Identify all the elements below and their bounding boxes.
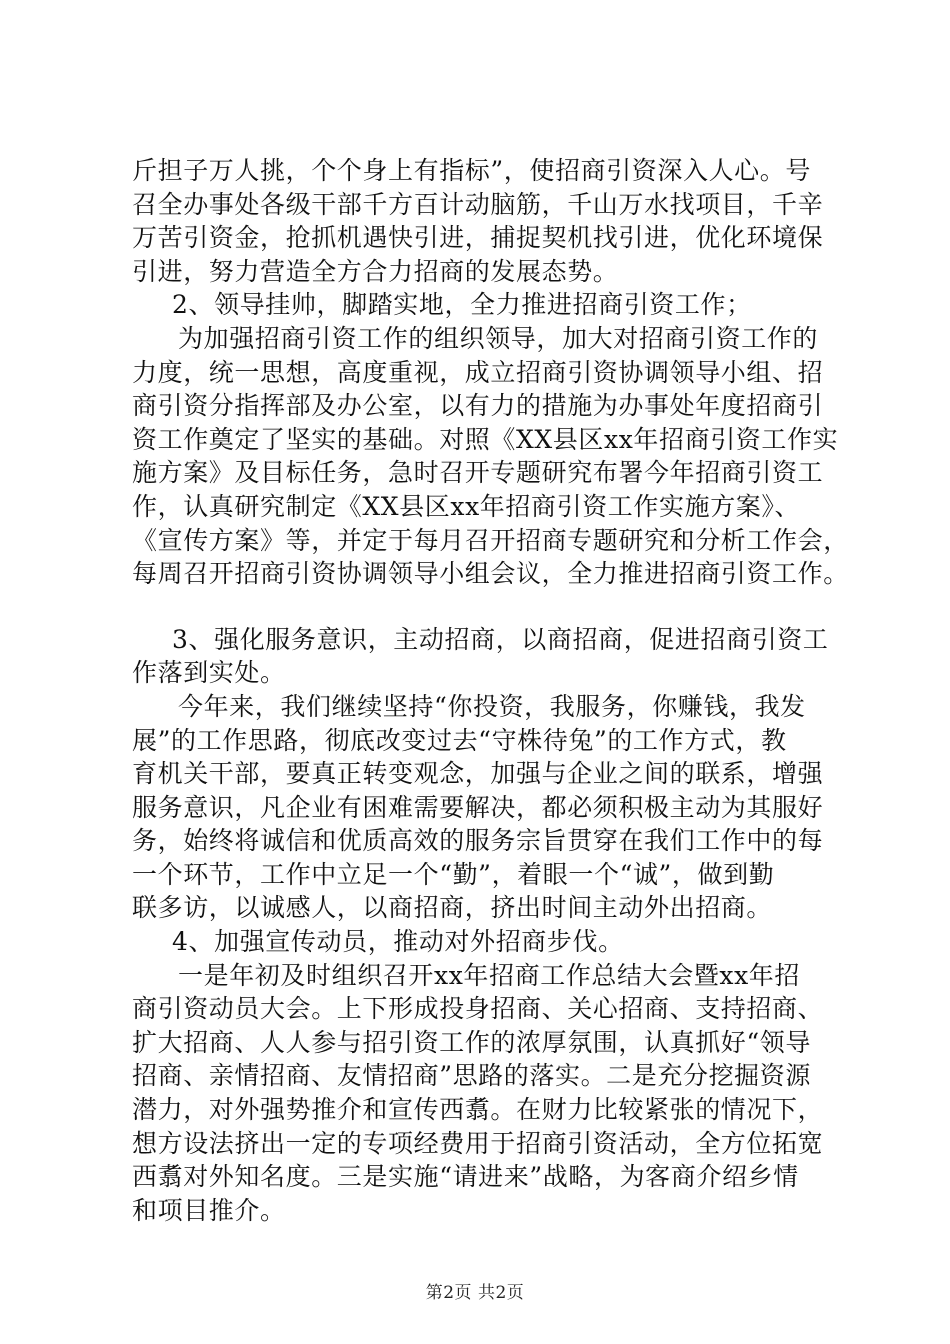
paragraph-gap — [132, 591, 822, 623]
text-line: 斤担子万人挑，个个身上有指标”，使招商引资深入人心。号 — [132, 156, 811, 185]
paragraph — [132, 690, 822, 925]
text-line: 一是年初及时组织召开xx年招商工作总结大会暨xx年招 — [178, 960, 800, 990]
text-line: 引进，努力营造全方合力招商的发展态势。 — [132, 256, 619, 286]
text-line: 一个环节，工作中立足一个“勤”，着眼一个“诚”，做到勤 — [132, 859, 775, 889]
text-line: 万苦引资金，抢抓机遇快引进，捕捉契机找引进，优化环境保 — [132, 223, 824, 253]
text-line: 商引资分指挥部及办公室，以有力的措施为办事处年度招商引 — [132, 391, 824, 421]
text-line: 召全办事处各级干部千方百计动脑筋，千山万水找项目，千辛 — [132, 189, 824, 219]
text-line: 商引资动员大会。上下形成投身招商、关心招商、支持招商、 — [132, 994, 824, 1024]
document-body — [132, 154, 849, 1227]
text-line: 育机关干部，要真正转变观念，加强与企业之间的联系，增强 — [132, 759, 824, 789]
paragraph — [132, 154, 822, 288]
text-line: 资工作奠定了坚实的基础。对照《XX县区xx年招商引资工作实 — [132, 424, 839, 454]
text-line: 务，始终将诚信和优质高效的服务宗旨贯穿在我们工作中的每 — [132, 826, 824, 856]
text-line: 力度，统一思想，高度重视，成立招商引资协调领导小组、招 — [132, 357, 824, 387]
text-line: 今年来，我们继续坚持“你投资，我服务，你赚钱，我发 — [178, 691, 806, 721]
paragraph — [132, 959, 822, 1228]
text-line: 展”的工作思路，彻底改变过去“守株待兔”的工作方式，教 — [132, 725, 787, 755]
text-line: 作，认真研究制定《XX县区xx年招商引资工作实施方案》、 — [132, 491, 801, 521]
text-line: 施方案》及目标任务，急时召开专题研究布署今年招商引资工 — [132, 458, 824, 488]
text-line: 扩大招商、人人参与招引资工作的浓厚氛围，认真抓好“领导 — [132, 1027, 811, 1057]
text-line: 想方设法挤出一定的专项经费用于招商引资活动，全方位拓宽 — [132, 1128, 824, 1158]
page-footer: 第2页 共2页 — [425, 1283, 525, 1303]
text-line: 作落到实处。 — [132, 658, 286, 688]
text-line: 联多访，以诚感人，以商招商，挤出时间主动外出招商。 — [132, 893, 773, 923]
text-line: 2、领导挂帅，脚踏实地，全力推进招商引资工作； — [172, 290, 752, 320]
paragraph — [132, 322, 849, 591]
section-heading — [132, 288, 822, 322]
text-line: 3、强化服务意识，主动招商，以商招商，促进招商引资工 — [172, 624, 829, 654]
text-line: 为加强招商引资工作的组织领导，加大对招商引资工作的 — [178, 323, 819, 353]
text-line: 和项目推介。 — [132, 1195, 286, 1225]
text-line: 4、加强宣传动员，推动对外招商步伐。 — [172, 927, 624, 957]
text-line: 服务意识，凡企业有困难需要解决，都必须积极主动为其服好 — [132, 792, 824, 822]
text-line: 每周召开招商引资协调领导小组会议，全力推进招商引资工作。 — [132, 559, 849, 589]
section-heading — [132, 623, 829, 690]
text-line: 潜力，对外强势推介和宣传西翥。在财力比较紧张的情况下， — [132, 1095, 824, 1125]
text-line: 招商、亲情招商、友情招商”思路的落实。二是充分挖掘资源 — [132, 1061, 811, 1091]
section-heading — [132, 925, 822, 959]
text-line: 《宣传方案》等，并定于每月召开招商专题研究和分析工作会， — [132, 525, 849, 555]
text-line: 西翥对外知名度。三是实施“请进来”战略，为客商介绍乡情 — [132, 1162, 799, 1192]
